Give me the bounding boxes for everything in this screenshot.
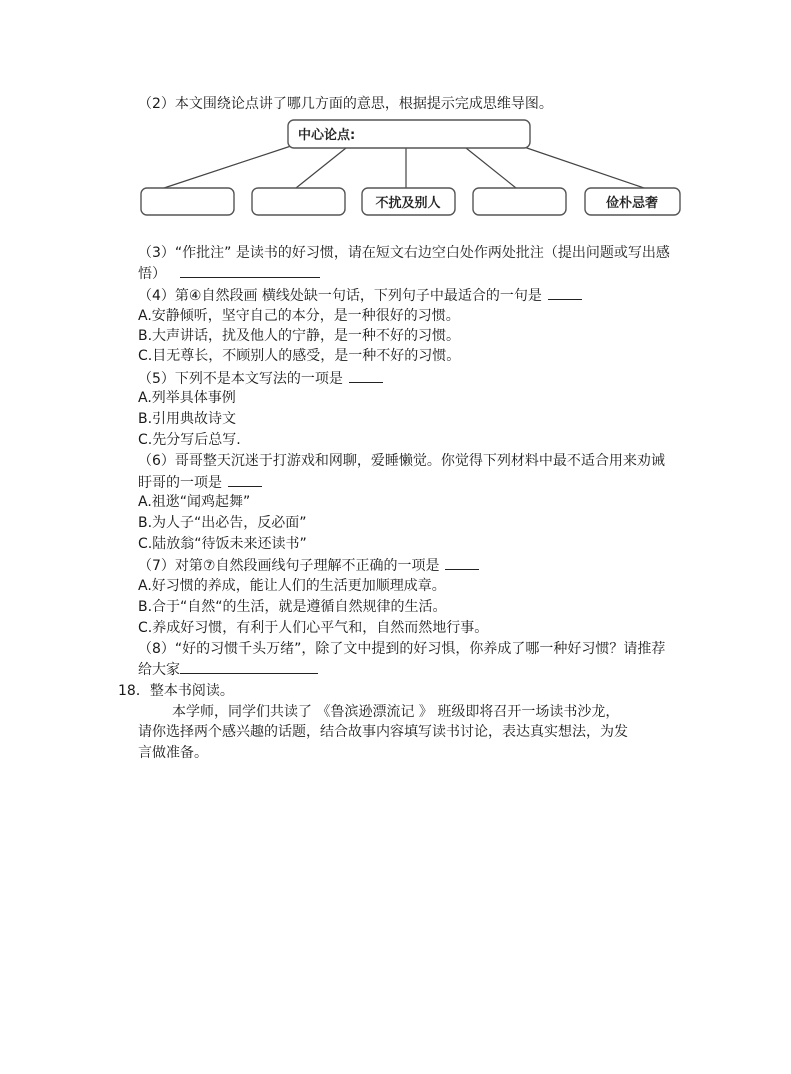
mind-map-box-4[interactable]	[473, 188, 566, 215]
q6-line-1: （6）哥哥整天沉迷于打游戏和网聊，爱睡懒觉。你觉得下列材料中最不适合用来劝诫	[138, 453, 665, 469]
q8-line-2	[138, 659, 318, 680]
q5-option-b: B.引用典故诗文	[138, 411, 237, 427]
q4-prompt-line	[138, 285, 582, 306]
mind-map-box-1[interactable]	[141, 188, 234, 215]
q6-answer-blank[interactable]	[228, 472, 262, 487]
q8-line-1: （8）“好的习惯千头万绪”，除了文中提到的好习惧，你养成了哪一种好习惯？请推荐	[138, 641, 666, 657]
q5-option-a: A.列举具体事例	[138, 390, 236, 406]
q5-prompt: （5）下列不是本文写法的一项是	[138, 371, 343, 387]
mind-map-box-5-label: 俭朴忌奢	[605, 196, 659, 211]
q8-answer-blank[interactable]	[180, 659, 318, 674]
q5-option-c: C.先分写后总写.	[138, 432, 241, 448]
mind-map-diagram	[136, 116, 686, 220]
q6-line-2-text: 盱哥的一项是	[138, 475, 222, 491]
q4-option-c: C.目无尊长，不顾别人的感受，是一种不好的习惯。	[138, 348, 461, 364]
q3-line-2	[138, 263, 320, 284]
q7-prompt: （7）对第⑦自然段画线句子理解不正确的一项是	[138, 558, 440, 574]
q18-line-1: 本学师，同学们共读了 《鲁滨逊漂流记 》 班级即将召开一场读书沙龙，	[172, 704, 620, 720]
mind-map-center-label: 中心论点:	[298, 128, 356, 143]
q8-line-2-text: 给大家	[138, 662, 180, 678]
q6-option-c: C.陆放翁“待饭未来还读书”	[138, 536, 307, 552]
q2-prompt: （2）本文围绕论点讲了哪几方面的意思，根据提示完成思维导图。	[138, 96, 553, 112]
q4-answer-blank[interactable]	[548, 285, 582, 300]
q7-option-b: B.合于“自然“的生活，就是遵循自然规律的生活。	[138, 599, 447, 615]
q3-line-1: （3）“作批注” 是读书的好习惯，请在短文右边空白处作两处批注（提出问题或写出感	[138, 245, 670, 261]
mind-map-box-2[interactable]	[252, 188, 345, 215]
q7-answer-blank[interactable]	[445, 555, 479, 570]
q18-line-3: 言做准备。	[138, 745, 208, 761]
q18-line-2: 请你选择两个感兴趣的话题，结合故事内容填写读书讨论，表达真实想法，为发	[138, 724, 628, 740]
q5-prompt-line	[138, 368, 383, 389]
q4-option-a: A.安静倾听，坚守自己的本分，是一种很好的习惯。	[138, 308, 460, 324]
q7-prompt-line	[138, 555, 479, 576]
q7-option-a: A.好习惯的养成，能让人们的生活更加顺理成章。	[138, 578, 446, 594]
q3-line-2-text: 悟）	[138, 266, 166, 282]
q6-option-a: A.祖逖“闻鸡起舞”	[138, 494, 251, 510]
q18-title: 18．整本书阅读。	[118, 683, 234, 699]
q6-option-b: B.为人子“出必告，反必面”	[138, 515, 307, 531]
q4-prompt: （4）第④自然段画 横线处缺一句话，下列句子中最适合的一句是	[138, 288, 542, 304]
q4-option-b: B.大声讲话，扰及他人的宁静，是一种不好的习惯。	[138, 328, 461, 344]
q3-answer-blank[interactable]	[180, 263, 320, 278]
q6-line-2	[138, 472, 262, 493]
q7-option-c: C.养成好习惯，有利于人们心平气和，自然而然地行事。	[138, 620, 489, 636]
q5-answer-blank[interactable]	[349, 368, 383, 383]
mind-map-box-3-label: 不扰及别人	[375, 196, 441, 211]
